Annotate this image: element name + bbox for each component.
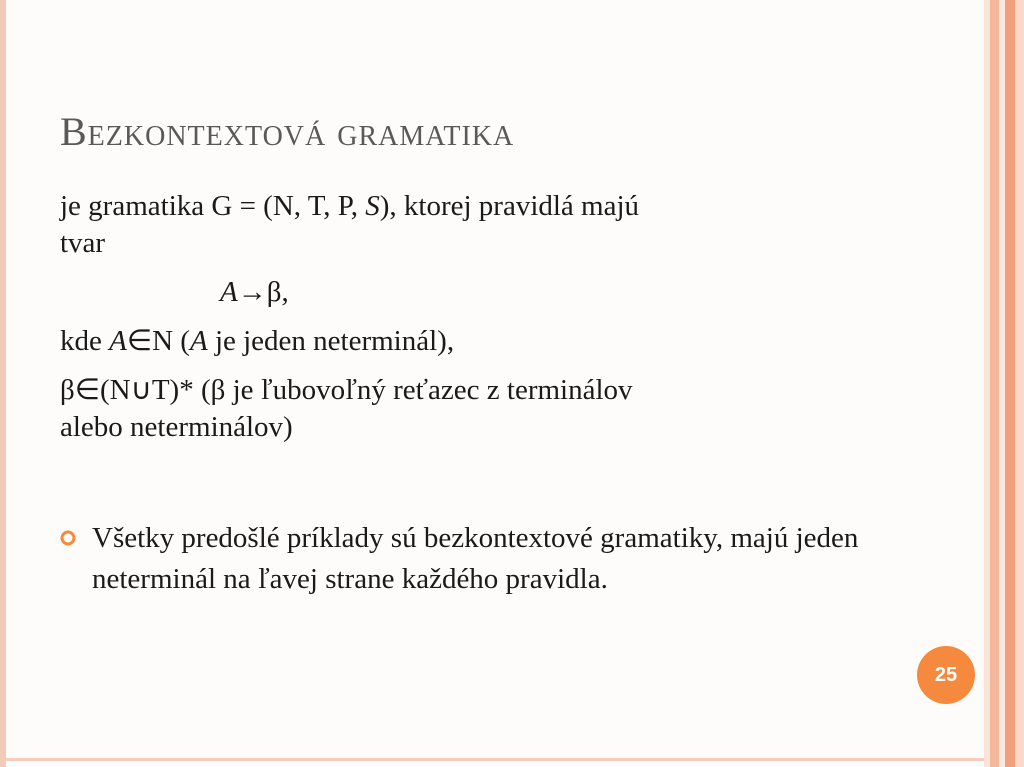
start-symbol: S [365, 190, 380, 222]
definition-line-1 [60, 188, 900, 225]
symbol-A: A [109, 325, 127, 357]
definition-line-2: tvar [60, 227, 106, 259]
beta-line-2: alebo neterminálov) [60, 411, 293, 443]
circle-bullet-icon [60, 530, 76, 546]
text-segment: je jeden neterminál), [207, 325, 455, 357]
beta-line: β∈(N∪T)* (β je ľubovoľný reťazec z terminálov [60, 374, 633, 406]
stripe [990, 0, 999, 767]
bullet-text: Všetky predošlé príklady sú bezkontextové gramatiky, majú jeden neterminál na ľavej strane každého pravidla. [92, 522, 859, 595]
slide-title: Bezkontextová gramatika [60, 109, 515, 154]
rule-rhs: →β, [237, 276, 289, 308]
rule-form [60, 274, 900, 311]
rule-lhs: A [220, 276, 238, 308]
text-segment: kde [60, 325, 110, 357]
kde-line [60, 323, 900, 360]
text-segment: ), ktorej pravidlá majú [379, 190, 640, 222]
text-segment: ∈N ( [126, 325, 190, 357]
text-segment: je gramatika G = (N, T, P, [60, 190, 366, 222]
decorative-stripes [984, 0, 1024, 767]
page-number-badge: 25 [917, 646, 975, 704]
definition-block [60, 188, 900, 446]
stripe [1015, 0, 1024, 767]
bullet-item [60, 518, 910, 600]
stripe [1005, 0, 1015, 767]
symbol-A: A [189, 325, 208, 357]
